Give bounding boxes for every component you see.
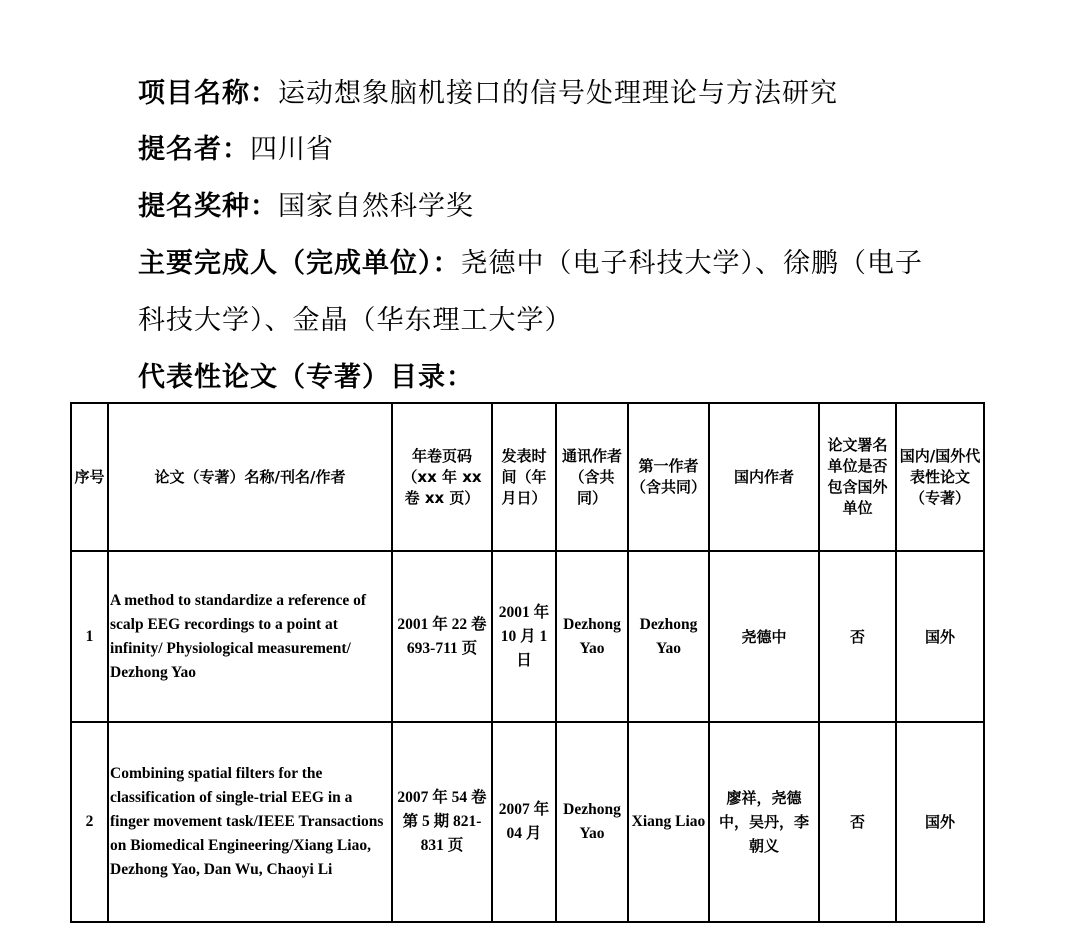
cell-foreign-unit: 否 xyxy=(819,722,896,922)
award-value: 国家自然科学奖 xyxy=(278,191,474,222)
award-line xyxy=(138,189,474,225)
cell-foreign-unit: 否 xyxy=(819,551,896,722)
papers-heading-line xyxy=(138,360,474,396)
cell-corresponding: Dezhong Yao xyxy=(556,551,628,722)
nominator-label: 提名者： xyxy=(138,134,250,165)
header-volume-pages: 年卷页码（xx 年 xx 卷 xx 页） xyxy=(392,403,492,551)
cell-domestic-authors: 廖祥，尧德中，吴丹，李朝义 xyxy=(709,722,819,922)
project-name-label: 项目名称： xyxy=(138,78,278,109)
cell-paper: Combining spatial filters for the classification of single-trial EEG in a finger movement task/IEEE Transactions on Biomedical Engineering/Xiang Liao, Dezhong Yao, Dan Wu, Chaoyi Li xyxy=(108,722,392,922)
table-header-row xyxy=(71,403,984,551)
cell-date: 2001 年 10 月 1 日 xyxy=(492,551,556,722)
main-persons-value-continued: 科技大学）、金晶（华东理工大学） xyxy=(138,305,573,336)
cell-corresponding: Dezhong Yao xyxy=(556,722,628,922)
papers-heading: 代表性论文（专著）目录： xyxy=(138,362,474,393)
cell-no: 2 xyxy=(71,722,108,922)
header-date: 发表时间（年月日） xyxy=(492,403,556,551)
cell-volume-pages: 2001 年 22 卷 693-711 页 xyxy=(392,551,492,722)
cell-category: 国外 xyxy=(896,551,984,722)
main-persons-line xyxy=(138,246,923,282)
table-row xyxy=(71,722,984,922)
project-name-line xyxy=(138,76,838,112)
header-foreign-unit: 论文署名单位是否包含国外单位 xyxy=(819,403,896,551)
header-first-author: 第一作者（含共同） xyxy=(628,403,709,551)
papers-table xyxy=(70,402,985,923)
project-name-value: 运动想象脑机接口的信号处理理论与方法研究 xyxy=(278,78,838,109)
table-row xyxy=(71,551,984,722)
cell-date: 2007 年 04 月 xyxy=(492,722,556,922)
nominator-line xyxy=(138,132,334,168)
cell-paper: A method to standardize a reference of scalp EEG recordings to a point at infinity/ Physiological measurement/ Dezhong Yao xyxy=(108,551,392,722)
cell-first-author: Dezhong Yao xyxy=(628,551,709,722)
cell-first-author: Xiang Liao xyxy=(628,722,709,922)
header-domestic-authors: 国内作者 xyxy=(709,403,819,551)
header-corresponding: 通讯作者（含共同） xyxy=(556,403,628,551)
award-label: 提名奖种： xyxy=(138,191,278,222)
main-persons-label: 主要完成人（完成单位）： xyxy=(138,248,461,279)
cell-category: 国外 xyxy=(896,722,984,922)
header-category: 国内/国外代表性论文（专著） xyxy=(896,403,984,551)
nominator-value: 四川省 xyxy=(250,134,334,165)
cell-volume-pages: 2007 年 54 卷第 5 期 821-831 页 xyxy=(392,722,492,922)
header-no: 序号 xyxy=(71,403,108,551)
main-persons-value: 尧德中（电子科技大学）、徐鹏（电子 xyxy=(460,248,923,279)
main-persons-line-continued xyxy=(138,303,573,339)
cell-domestic-authors: 尧德中 xyxy=(709,551,819,722)
cell-no: 1 xyxy=(71,551,108,722)
header-paper: 论文（专著）名称/刊名/作者 xyxy=(108,403,392,551)
